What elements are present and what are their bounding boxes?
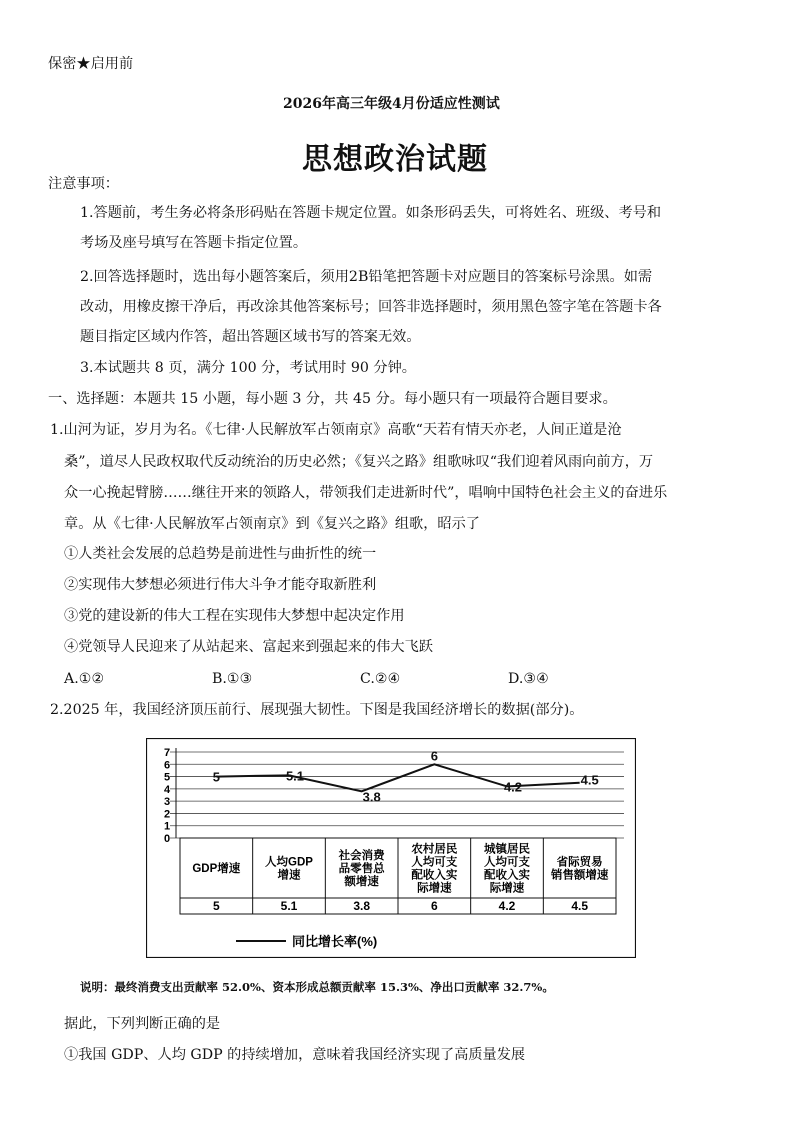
y-tick-label: 3 bbox=[164, 796, 171, 809]
notice-item-3: 3.本试题共 8 页，满分 100 分，考试用时 90 分钟。 bbox=[80, 360, 416, 376]
category-label: 社会消费 bbox=[338, 850, 385, 862]
data-label: 5 bbox=[212, 769, 220, 785]
category-label: GDP增速 bbox=[192, 863, 241, 875]
category-label: 配收入实 bbox=[411, 869, 458, 882]
data-label: 3.8 bbox=[362, 789, 381, 805]
q1-option-3: ③党的建设新的伟大工程在实现伟大梦想中起决定作用 bbox=[64, 608, 405, 624]
category-label: 省际贸易 bbox=[556, 856, 603, 869]
y-tick-label: 6 bbox=[164, 759, 171, 772]
category-label: 销售额增速 bbox=[550, 869, 609, 882]
growth-chart bbox=[146, 738, 636, 958]
category-label: 人均可支 bbox=[411, 856, 458, 869]
category-label: 增速 bbox=[277, 869, 301, 882]
q1-choice-c: C.②④ bbox=[360, 671, 401, 687]
chart-note: 说明：最终消费支出贡献率 52.0%、资本形成总额贡献率 15.3%、净出口贡献率 32.7%。 bbox=[80, 980, 554, 994]
category-label: 品零售总 bbox=[338, 863, 385, 875]
series-line bbox=[216, 764, 579, 791]
category-label: 额增速 bbox=[344, 876, 379, 888]
table-value: 4.2 bbox=[498, 899, 516, 913]
table-value: 3.8 bbox=[353, 899, 371, 913]
page-title: 思想政治试题 bbox=[302, 142, 488, 177]
y-tick-label: 0 bbox=[164, 833, 171, 845]
q2-stem: 2.2025 年，我国经济顶压前行、展现强大韧性。下图是我国经济增长的数据(部分)。 bbox=[50, 702, 584, 718]
q1-stem-line-3: 众一心挽起臂膀……继往开来的领路人，带领我们走进新时代”，唱响中国特色社会主义的奋进乐 bbox=[64, 485, 668, 501]
section-heading: 一、选择题：本题共 15 小题，每小题 3 分，共 45 分。每小题只有一项最符合题目要求。 bbox=[48, 391, 617, 407]
notice-heading: 注意事项： bbox=[48, 176, 119, 192]
chart-y-ticks bbox=[164, 747, 171, 845]
data-label: 5.1 bbox=[285, 768, 305, 784]
category-label: 农村居民 bbox=[411, 843, 458, 856]
category-label: 人均GDP bbox=[265, 856, 313, 869]
notice-item-1-line-2: 考场及座号填写在答题卡指定位置。 bbox=[80, 235, 308, 251]
table-value: 5.1 bbox=[280, 899, 298, 913]
q1-choice-b: B.①③ bbox=[212, 671, 253, 687]
q1-choice-d: D.③④ bbox=[508, 671, 549, 687]
q1-option-1: ①人类社会发展的总趋势是前进性与曲折性的统一 bbox=[64, 546, 377, 562]
legend-label: 同比增长率(%) bbox=[292, 934, 378, 949]
chart-data-table bbox=[180, 838, 616, 914]
table-value: 5 bbox=[212, 899, 220, 913]
data-label: 4.2 bbox=[503, 779, 523, 795]
data-label: 6 bbox=[430, 748, 438, 764]
q1-option-2: ②实现伟大梦想必须进行伟大斗争才能夺取新胜利 bbox=[64, 577, 377, 593]
category-label: 配收入实 bbox=[484, 869, 530, 882]
q2-option-1: ①我国 GDP、人均 GDP 的持续增加，意味着我国经济实现了高质量发展 bbox=[64, 1047, 526, 1063]
notice-item-2-line-1: 2.回答选择题时，选出每小题答案后，须用2B铅笔把答题卡对应题目的答案标号涂黑。如需 bbox=[80, 269, 653, 285]
notice-item-2-line-2: 改动，用橡皮擦干净后，再改涂其他答案标号；回答非选择题时，须用黑色签字笔在答题卡各 bbox=[80, 299, 662, 315]
category-label: 人均可支 bbox=[484, 856, 530, 869]
q2-lead: 据此，下列判断正确的是 bbox=[64, 1016, 221, 1032]
chart-gridlines bbox=[170, 748, 624, 838]
table-value: 4.5 bbox=[571, 899, 589, 913]
category-label: 城镇居民 bbox=[484, 843, 530, 856]
table-value: 6 bbox=[430, 899, 438, 913]
q1-option-4: ④党领导人民迎来了从站起来、富起来到强起来的伟大飞跃 bbox=[64, 639, 433, 655]
q1-choice-a: A.①② bbox=[64, 671, 105, 687]
y-tick-label: 7 bbox=[164, 747, 171, 759]
q1-stem-line-2: 桑”，道尽人民政权取代反动统治的历史必然；《复兴之路》组歌咏叹“我们迎着风雨向前方，万 bbox=[64, 454, 654, 470]
notice-item-2-line-3: 题目指定区域内作答，超出答题区域书写的答案无效。 bbox=[80, 329, 421, 345]
category-label: 际增速 bbox=[417, 882, 452, 895]
q1-stem-line-4: 章。从《七律·人民解放军占领南京》到《复兴之路》组歌，昭示了 bbox=[64, 516, 480, 532]
notice-item-1-line-1: 1.答题前，考生务必将条形码贴在答题卡规定位置。如条形码丢失，可将姓名、班级、考号和 bbox=[80, 205, 662, 221]
y-tick-label: 1 bbox=[164, 820, 171, 833]
category-label: 际增速 bbox=[489, 882, 525, 895]
y-tick-label: 5 bbox=[164, 771, 171, 784]
exam-name: 2026年高三年级4月份适应性测试 bbox=[283, 96, 500, 112]
secret-label: 保密★启用前 bbox=[48, 56, 134, 72]
y-tick-label: 4 bbox=[164, 783, 171, 796]
q1-stem-line-1: 1.山河为证，岁月为名。《七律·人民解放军占领南京》高歌“天若有情天亦老，人间正道是沧 bbox=[50, 422, 622, 438]
data-label: 4.5 bbox=[580, 772, 599, 788]
y-tick-label: 2 bbox=[164, 808, 171, 821]
